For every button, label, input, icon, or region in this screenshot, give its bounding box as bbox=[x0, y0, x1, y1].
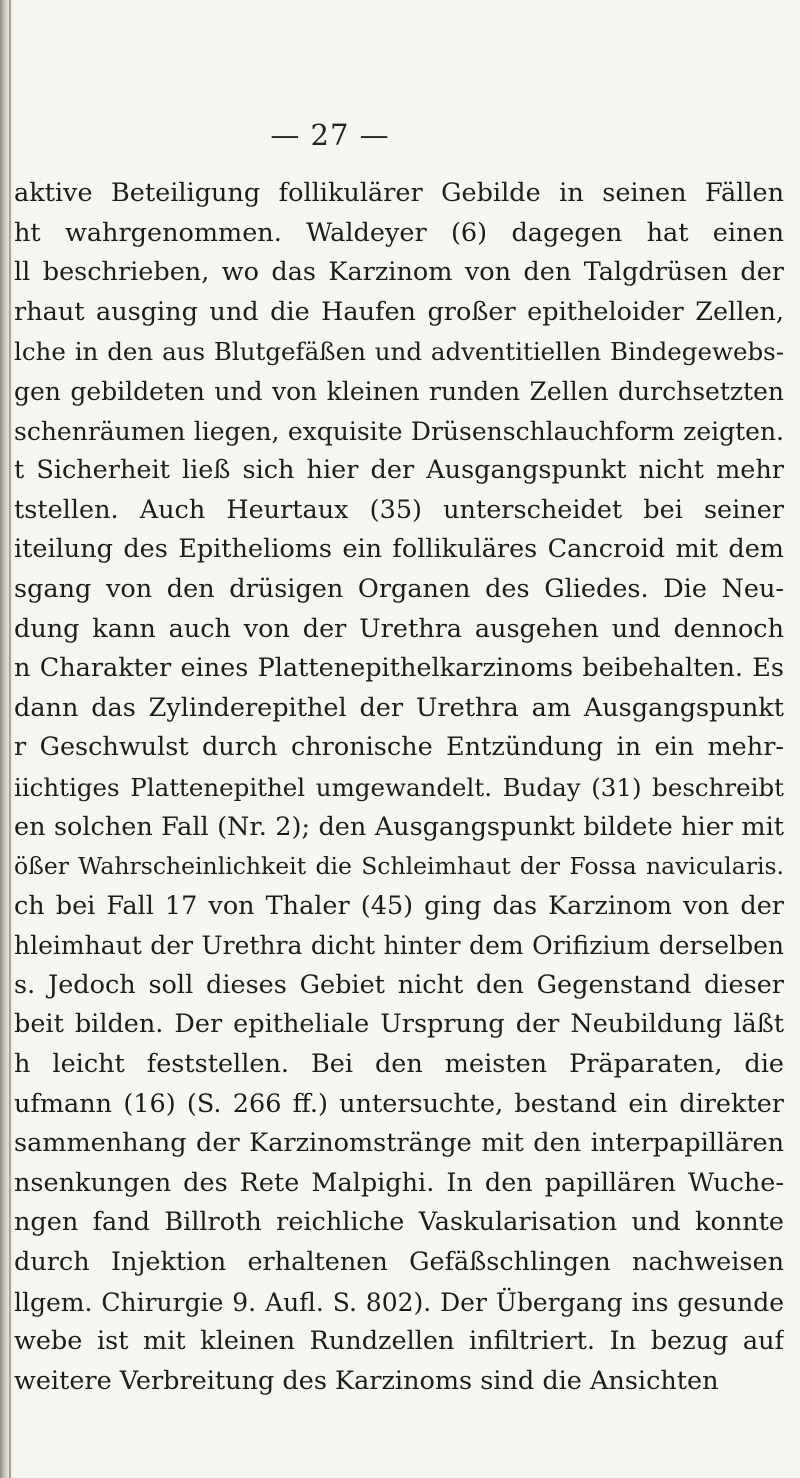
text-line: ößer Wahrscheinlichkeit die Schleimhaut der Fossa navicularis. bbox=[14, 852, 784, 881]
text-line: gen gebildeten und von kleinen runden Zellen durchsetzten bbox=[14, 376, 784, 406]
text-line: rhaut ausging und die Haufen großer epitheloider Zellen, bbox=[14, 296, 784, 327]
text-line: beit bilden. Der epitheliale Ursprung der Neubildung läßt bbox=[14, 1009, 784, 1040]
text-line: aktive Beteiligung follikulärer Gebilde in seinen Fällen bbox=[14, 178, 784, 208]
text-line: dung kann auch von der Urethra ausgehen und dennoch bbox=[14, 613, 784, 644]
binding-edge-line bbox=[9, 0, 11, 1478]
text-line: sammenhang der Karzinomstränge mit den interpapillären bbox=[14, 1128, 784, 1159]
text-line: ngen fand Billroth reichliche Vaskularisation und konnte bbox=[14, 1207, 784, 1238]
text-line: hleimhaut der Urethra dicht hinter dem Orifizium derselben bbox=[14, 931, 784, 961]
text-line: t Sicherheit ließ sich hier der Ausgangspunkt nicht mehr bbox=[14, 455, 784, 486]
text-line: sgang von den drüsigen Organen des Gliedes. Die Neu- bbox=[14, 573, 784, 604]
text-line: webe ist mit kleinen Rundzellen infiltriert. In bezug auf bbox=[14, 1326, 784, 1357]
text-line: ch bei Fall 17 von Thaler (45) ging das Karzinom von der bbox=[14, 890, 784, 921]
body-text bbox=[14, 174, 784, 1401]
text-line: dann das Zylinderepithel der Urethra am Ausgangspunkt bbox=[14, 692, 784, 723]
text-line: iichtiges Plattenepithel umgewandelt. Buday (31) beschreibt bbox=[14, 772, 784, 802]
text-line: s. Jedoch soll dieses Gebiet nicht den Gegenstand dieser bbox=[14, 969, 784, 1000]
page-number: — 27 — bbox=[270, 118, 390, 152]
text-line: schenräumen liegen, exquisite Drüsenschlauchform zeigten. bbox=[14, 416, 784, 446]
binding-gutter-shadow bbox=[0, 0, 14, 1478]
text-line: r Geschwulst durch chronische Entzündung in ein mehr- bbox=[14, 732, 784, 763]
text-line: llgem. Chirurgie 9. Aufl. S. 802). Der Übergang ins gesunde bbox=[14, 1287, 784, 1317]
text-line: h leicht feststellen. Bei den meisten Präparaten, die bbox=[14, 1049, 784, 1080]
text-line: ht wahrgenommen. Waldeyer (6) dagegen hat einen bbox=[14, 217, 784, 248]
text-line: iteilung des Epithelioms ein follikuläres Cancroid mit dem bbox=[14, 534, 784, 565]
text-line: tstellen. Auch Heurtaux (35) unterscheidet bei seiner bbox=[14, 494, 784, 525]
text-line: ll beschrieben, wo das Karzinom von den Talgdrüsen der bbox=[14, 257, 784, 288]
text-line: en solchen Fall (Nr. 2); den Ausgangspunkt bildete hier mit bbox=[14, 811, 784, 842]
text-line: ufmann (16) (S. 266 ff.) untersuchte, bestand ein direkter bbox=[14, 1088, 784, 1119]
text-line: weitere Verbreitung des Karzinoms sind die Ansichten bbox=[14, 1365, 719, 1396]
text-line: durch Injektion erhaltenen Gefäßschlingen nachweisen bbox=[14, 1247, 784, 1278]
text-line: lche in den aus Blutgefäßen und adventitiellen Bindegewebs- bbox=[14, 337, 784, 367]
text-line: n Charakter eines Plattenepithelkarzinoms beibehalten. Es bbox=[14, 653, 784, 684]
text-line: nsenkungen des Rete Malpighi. In den papillären Wuche- bbox=[14, 1167, 784, 1198]
